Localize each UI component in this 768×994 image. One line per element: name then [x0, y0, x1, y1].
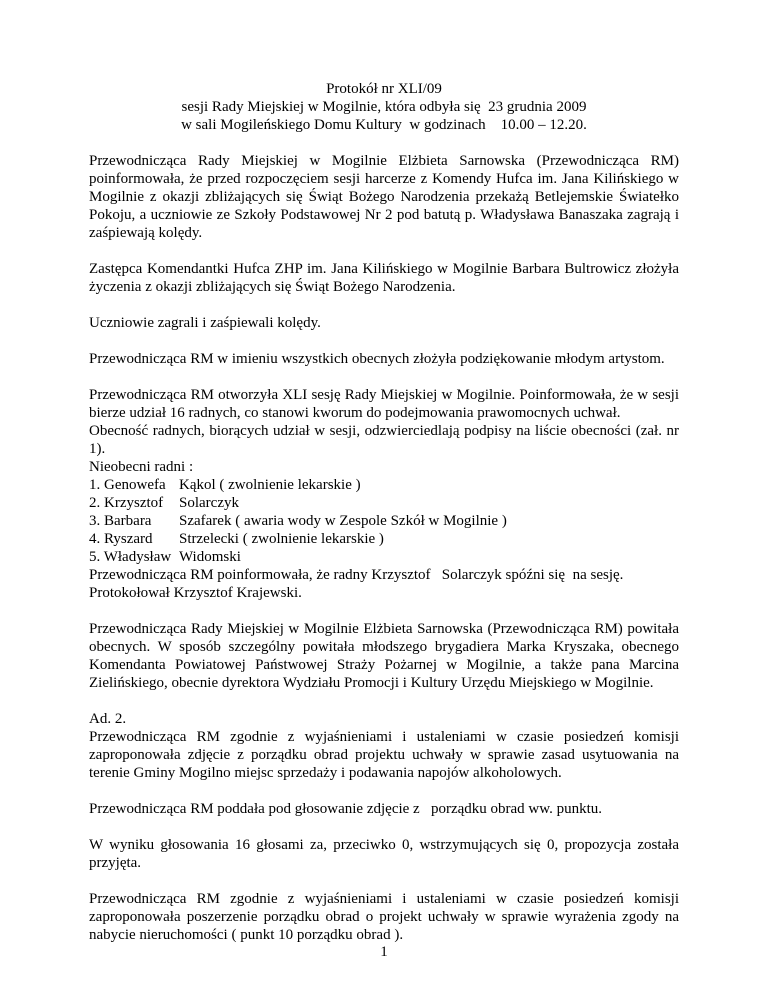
paragraph: Przewodnicząca RM w imieniu wszystkich obecnych złożyła podziękowanie młodym artystom.	[89, 351, 665, 367]
list-item	[89, 494, 679, 512]
absent-detail: Szafarek ( awaria wody w Zespole Szkół w Mogilnie )	[179, 513, 507, 529]
paragraph: Obecność radnych, biorących udział w sesji, odzwierciedlają podpisy na liście obecności (zał. nr 1).	[89, 423, 679, 457]
paragraph: Przewodnicząca Rady Miejskiej w Mogilnie Elżbieta Sarnowska (Przewodnicząca RM) poinformowała, że przed rozpoczęciem sesji harcerze z Komendy Hufca im. Jana Kilińskiego w Mogilnie z okazji zbliżających się Świąt Bożego Narodzenia przekażą Betlejemskie Światełko Pokoju, a uczniowie ze Szkoły Podstawowej Nr 2 pod batutą p. Władysława Banaszaka zagrają i zaśpiewają kolędy.	[89, 153, 679, 241]
absent-name: 1. Genowefa	[89, 477, 166, 493]
list-item	[89, 476, 679, 494]
absent-name: 2. Krzysztof	[89, 495, 164, 511]
paragraph: W wyniku głosowania 16 głosami za, przeciwko 0, wstrzymujących się 0, propozycja została przyjęta.	[89, 837, 679, 871]
absent-detail: Widomski	[179, 549, 241, 565]
absent-list	[89, 476, 679, 566]
paragraph: Przewodnicząca RM poddała pod głosowanie zdjęcie z porządku obrad ww. punktu.	[89, 801, 603, 817]
paragraph: Nieobecni radni :	[89, 459, 194, 475]
paragraph: Przewodnicząca RM poinformowała, że radny Krzysztof Solarczyk spóźni się na sesję.	[89, 567, 624, 583]
absent-detail: Kąkol ( zwolnienie lekarskie )	[179, 477, 361, 493]
agenda-item-2	[89, 710, 679, 782]
document-header	[89, 0, 679, 134]
list-item	[89, 512, 679, 530]
page-number: 1	[380, 944, 388, 960]
absent-name: 4. Ryszard	[89, 531, 153, 547]
absent-detail: Strzelecki ( zwolnienie lekarskie )	[179, 531, 384, 547]
list-item	[89, 530, 679, 548]
paragraph: Protokołował Krzysztof Krajewski.	[89, 585, 302, 601]
opening-section	[89, 386, 679, 602]
list-item	[89, 548, 679, 566]
protocol-title: Protokół nr XLI/09	[326, 81, 442, 97]
paragraph: Uczniowie zagrali i zaśpiewali kolędy.	[89, 315, 321, 331]
section-heading: Ad. 2.	[89, 711, 127, 727]
paragraph: Zastępca Komendantki Hufca ZHP im. Jana Kilińskiego w Mogilnie Barbara Bultrowicz złożyła życzenia z okazji zbliżających się Świąt Bożego Narodzenia.	[89, 261, 679, 295]
session-info: sesji Rady Miejskiej w Mogilnie, która odbyła się 23 grudnia 2009	[181, 99, 587, 115]
absent-detail: Solarczyk	[179, 495, 239, 511]
absent-name: 3. Barbara	[89, 513, 152, 529]
paragraph: Przewodnicząca RM zgodnie z wyjaśnieniami i ustaleniami w czasie posiedzeń komisji zaproponowała poszerzenie porządku obrad o projekt uchwały w sprawie wyrażenia zgody na nabycie nieruchomości ( punkt 10 porządku obrad ).	[89, 891, 679, 943]
paragraph: Przewodnicząca RM zgodnie z wyjaśnieniami i ustaleniami w czasie posiedzeń komisji zaproponowała zdjęcie z porządku obrad projektu uchwały w sprawie zasad usytuowania na terenie Gminy Mogilno miejsc sprzedaży i podawania napojów alkoholowych.	[89, 729, 679, 781]
paragraph: Przewodnicząca RM otworzyła XLI sesję Rady Miejskiej w Mogilnie. Poinformowała, że w sesji bierze udział 16 radnych, co stanowi kworum do podejmowania prawomocnych uchwał.	[89, 387, 679, 421]
absent-name: 5. Władysław	[89, 549, 172, 565]
session-location-time: w sali Mogileńskiego Domu Kultury w godzinach 10.00 – 12.20.	[181, 117, 587, 133]
paragraph: Przewodnicząca Rady Miejskiej w Mogilnie Elżbieta Sarnowska (Przewodnicząca RM) powitała obecnych. W sposób szczególny powitała młodszego brygadiera Marka Kryszaka, obecnego Komendanta Powiatowej Państwowej Straży Pożarnej w Mogilnie, a także pana Marcina Zielińskiego, obecnie dyrektora Wydziału Promocji i Kultury Urzędu Miejskiego w Mogilnie.	[89, 621, 679, 691]
